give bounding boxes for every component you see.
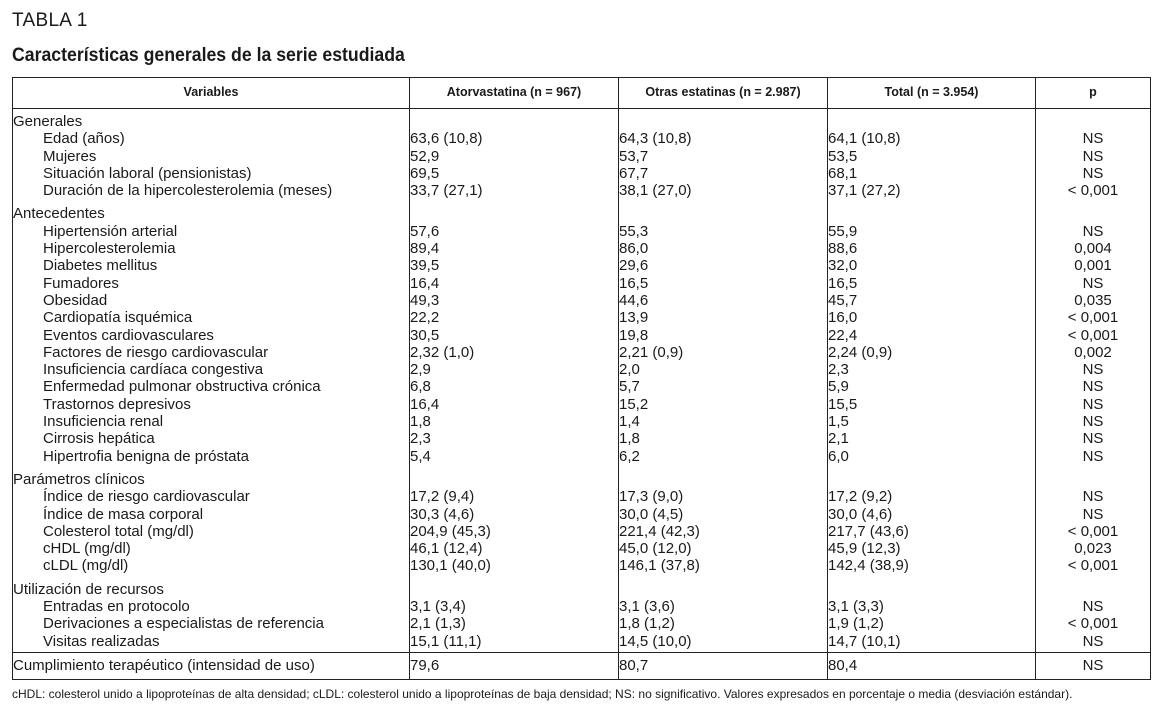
cell-otras-estatinas: 38,1 (27,0) — [619, 182, 828, 199]
row-label: Duración de la hipercolesterolemia (meses) — [13, 182, 410, 199]
section-header-row — [13, 109, 1151, 131]
cell-total: 2,1 — [828, 430, 1036, 447]
cell-p: NS — [1036, 506, 1151, 523]
section-header-row — [13, 575, 1151, 598]
row-label: Hipertrofia benigna de próstata — [13, 448, 410, 465]
cell-total: 2,3 — [828, 361, 1036, 378]
cell-otras-estatinas: 1,4 — [619, 413, 828, 430]
table-row — [13, 615, 1151, 632]
cell-p: NS — [1036, 598, 1151, 615]
row-label: Colesterol total (mg/dl) — [13, 523, 410, 540]
cell-otras-estatinas: 55,3 — [619, 223, 828, 240]
cell-atorvastatina: 2,9 — [410, 361, 619, 378]
cell-atorvastatina: 30,5 — [410, 327, 619, 344]
cell-total: 88,6 — [828, 240, 1036, 257]
table-row — [13, 430, 1151, 447]
row-label: Cardiopatía isquémica — [13, 309, 410, 326]
cell-otras-estatinas: 44,6 — [619, 292, 828, 309]
cell-total: 68,1 — [828, 165, 1036, 182]
row-label: Insuficiencia cardíaca congestiva — [13, 361, 410, 378]
table-title: Características generales de la serie estudiada — [12, 45, 405, 66]
table-row — [13, 292, 1151, 309]
table-row — [13, 223, 1151, 240]
cell-atorvastatina: 1,8 — [410, 413, 619, 430]
row-label: Hipertensión arterial — [13, 223, 410, 240]
cell-p: NS — [1036, 223, 1151, 240]
cell-atorvastatina: 30,3 (4,6) — [410, 506, 619, 523]
cell-total: 14,7 (10,1) — [828, 633, 1036, 653]
cell-atorvastatina: 63,6 (10,8) — [410, 130, 619, 147]
empty-cell — [1036, 465, 1151, 488]
cell-atorvastatina: 2,3 — [410, 430, 619, 447]
row-label: cLDL (mg/dl) — [13, 557, 410, 574]
cell-atorvastatina: 5,4 — [410, 448, 619, 465]
cell-p: 0,023 — [1036, 540, 1151, 557]
row-label: Trastornos depresivos — [13, 396, 410, 413]
cell-total: 217,7 (43,6) — [828, 523, 1036, 540]
cell-atorvastatina: 69,5 — [410, 165, 619, 182]
table-row — [13, 327, 1151, 344]
cell-total: 16,5 — [828, 275, 1036, 292]
row-label: Eventos cardiovasculares — [13, 327, 410, 344]
table-row — [13, 506, 1151, 523]
cell-p: 0,002 — [1036, 344, 1151, 361]
cell-atorvastatina: 15,1 (11,1) — [410, 633, 619, 653]
cell-p: NS — [1036, 130, 1151, 147]
cell-p: 0,001 — [1036, 257, 1151, 274]
cell-p: 0,004 — [1036, 240, 1151, 257]
cell-p: NS — [1036, 165, 1151, 182]
data-table — [12, 77, 1151, 680]
cell-otras-estatinas: 53,7 — [619, 148, 828, 165]
cell-p: NS — [1036, 378, 1151, 395]
cell-total: 37,1 (27,2) — [828, 182, 1036, 199]
empty-cell — [410, 465, 619, 488]
header-p: p — [1036, 78, 1151, 109]
cell-otras-estatinas: 67,7 — [619, 165, 828, 182]
cell-otras-estatinas: 45,0 (12,0) — [619, 540, 828, 557]
cell-atorvastatina: 57,6 — [410, 223, 619, 240]
cell-total: 15,5 — [828, 396, 1036, 413]
cell-otras-estatinas: 146,1 (37,8) — [619, 557, 828, 574]
cell-p: 0,035 — [1036, 292, 1151, 309]
cell-atorvastatina: 2,1 (1,3) — [410, 615, 619, 632]
cell-otras-estatinas: 1,8 — [619, 430, 828, 447]
cell-otras-estatinas: 19,8 — [619, 327, 828, 344]
section-title: Utilización de recursos — [13, 575, 410, 598]
table-row — [13, 130, 1151, 147]
header-atorvastatina: Atorvastatina (n = 967) — [410, 78, 619, 109]
header-variables: Variables — [13, 78, 410, 109]
cell-otras-estatinas: 64,3 (10,8) — [619, 130, 828, 147]
footnote: cHDL: colesterol unido a lipoproteínas de alta densidad; cLDL: colesterol unido a lipoproteínas de baja densidad; NS: no significativo. Valores expresados en porcentaje o media (desviación estándar). — [12, 687, 1073, 701]
cell-total: 22,4 — [828, 327, 1036, 344]
cell-atorvastatina: 17,2 (9,4) — [410, 488, 619, 505]
cell-atorvastatina: 130,1 (40,0) — [410, 557, 619, 574]
cell-otras-estatinas: 1,8 (1,2) — [619, 615, 828, 632]
cell-otras-estatinas: 80,7 — [619, 652, 828, 679]
row-label: Mujeres — [13, 148, 410, 165]
empty-cell — [619, 109, 828, 131]
cell-p: NS — [1036, 396, 1151, 413]
cell-p: < 0,001 — [1036, 523, 1151, 540]
row-label: Visitas realizadas — [13, 633, 410, 653]
empty-cell — [619, 465, 828, 488]
section-title: Generales — [13, 109, 410, 131]
cell-otras-estatinas: 221,4 (42,3) — [619, 523, 828, 540]
cell-p: NS — [1036, 361, 1151, 378]
table-row — [13, 165, 1151, 182]
empty-cell — [1036, 575, 1151, 598]
row-label: Obesidad — [13, 292, 410, 309]
cell-atorvastatina: 46,1 (12,4) — [410, 540, 619, 557]
cell-total: 2,24 (0,9) — [828, 344, 1036, 361]
cell-otras-estatinas: 3,1 (3,6) — [619, 598, 828, 615]
cell-p: NS — [1036, 430, 1151, 447]
cell-total: 1,9 (1,2) — [828, 615, 1036, 632]
cell-otras-estatinas: 16,5 — [619, 275, 828, 292]
cell-p: NS — [1036, 633, 1151, 653]
cell-atorvastatina: 2,32 (1,0) — [410, 344, 619, 361]
cell-otras-estatinas: 2,0 — [619, 361, 828, 378]
cell-p: < 0,001 — [1036, 615, 1151, 632]
cell-otras-estatinas: 15,2 — [619, 396, 828, 413]
cell-p: NS — [1036, 413, 1151, 430]
table-row — [13, 488, 1151, 505]
cell-total: 142,4 (38,9) — [828, 557, 1036, 574]
row-label: Hipercolesterolemia — [13, 240, 410, 257]
empty-cell — [828, 109, 1036, 131]
cell-atorvastatina: 79,6 — [410, 652, 619, 679]
cell-p: < 0,001 — [1036, 327, 1151, 344]
row-label: Entradas en protocolo — [13, 598, 410, 615]
table-label: TABLA 1 — [12, 10, 88, 31]
cell-otras-estatinas: 13,9 — [619, 309, 828, 326]
row-label: Diabetes mellitus — [13, 257, 410, 274]
cell-atorvastatina: 204,9 (45,3) — [410, 523, 619, 540]
row-label: Factores de riesgo cardiovascular — [13, 344, 410, 361]
row-label: Derivaciones a especialistas de referencia — [13, 615, 410, 632]
empty-cell — [828, 199, 1036, 222]
cell-atorvastatina: 89,4 — [410, 240, 619, 257]
row-label: cHDL (mg/dl) — [13, 540, 410, 557]
empty-cell — [410, 575, 619, 598]
table-row — [13, 633, 1151, 653]
cell-p: NS — [1036, 448, 1151, 465]
row-label: Cumplimiento terapéutico (intensidad de uso) — [13, 652, 410, 679]
cell-p: NS — [1036, 148, 1151, 165]
cell-total: 16,0 — [828, 309, 1036, 326]
cell-total: 1,5 — [828, 413, 1036, 430]
cell-atorvastatina: 6,8 — [410, 378, 619, 395]
cell-otras-estatinas: 29,6 — [619, 257, 828, 274]
cell-atorvastatina: 49,3 — [410, 292, 619, 309]
table-row — [13, 240, 1151, 257]
table-row — [13, 413, 1151, 430]
table-row — [13, 182, 1151, 199]
cell-atorvastatina: 33,7 (27,1) — [410, 182, 619, 199]
cell-otras-estatinas: 6,2 — [619, 448, 828, 465]
empty-cell — [619, 199, 828, 222]
cell-total: 53,5 — [828, 148, 1036, 165]
empty-cell — [828, 575, 1036, 598]
cell-total: 17,2 (9,2) — [828, 488, 1036, 505]
cell-total: 55,9 — [828, 223, 1036, 240]
cell-total: 6,0 — [828, 448, 1036, 465]
cell-otras-estatinas: 5,7 — [619, 378, 828, 395]
cell-p: < 0,001 — [1036, 557, 1151, 574]
table-row — [13, 378, 1151, 395]
cell-total: 45,7 — [828, 292, 1036, 309]
table-row — [13, 275, 1151, 292]
cell-atorvastatina: 39,5 — [410, 257, 619, 274]
cell-total: 5,9 — [828, 378, 1036, 395]
section-title: Parámetros clínicos — [13, 465, 410, 488]
row-label: Enfermedad pulmonar obstructiva crónica — [13, 378, 410, 395]
table-row — [13, 344, 1151, 361]
cell-total: 32,0 — [828, 257, 1036, 274]
empty-cell — [619, 575, 828, 598]
cell-otras-estatinas: 2,21 (0,9) — [619, 344, 828, 361]
cell-p: NS — [1036, 652, 1151, 679]
header-row — [13, 78, 1151, 109]
cell-atorvastatina: 3,1 (3,4) — [410, 598, 619, 615]
final-row — [13, 652, 1151, 679]
section-header-row — [13, 199, 1151, 222]
empty-cell — [410, 109, 619, 131]
table-row — [13, 557, 1151, 574]
empty-cell — [1036, 109, 1151, 131]
cell-atorvastatina: 52,9 — [410, 148, 619, 165]
table-row — [13, 523, 1151, 540]
cell-atorvastatina: 22,2 — [410, 309, 619, 326]
row-label: Cirrosis hepática — [13, 430, 410, 447]
cell-atorvastatina: 16,4 — [410, 275, 619, 292]
row-label: Situación laboral (pensionistas) — [13, 165, 410, 182]
cell-total: 45,9 (12,3) — [828, 540, 1036, 557]
table-row — [13, 361, 1151, 378]
table-row — [13, 396, 1151, 413]
table-row — [13, 540, 1151, 557]
empty-cell — [410, 199, 619, 222]
table-row — [13, 309, 1151, 326]
row-label: Fumadores — [13, 275, 410, 292]
header-otras-estatinas: Otras estatinas (n = 2.987) — [619, 78, 828, 109]
table-row — [13, 598, 1151, 615]
cell-p: < 0,001 — [1036, 309, 1151, 326]
row-label: Índice de masa corporal — [13, 506, 410, 523]
empty-cell — [1036, 199, 1151, 222]
row-label: Edad (años) — [13, 130, 410, 147]
cell-atorvastatina: 16,4 — [410, 396, 619, 413]
cell-otras-estatinas: 86,0 — [619, 240, 828, 257]
cell-total: 3,1 (3,3) — [828, 598, 1036, 615]
table-body — [13, 109, 1151, 680]
table-row — [13, 257, 1151, 274]
cell-p: NS — [1036, 488, 1151, 505]
empty-cell — [828, 465, 1036, 488]
table-row — [13, 448, 1151, 465]
cell-p: < 0,001 — [1036, 182, 1151, 199]
section-header-row — [13, 465, 1151, 488]
cell-otras-estatinas: 14,5 (10,0) — [619, 633, 828, 653]
section-title: Antecedentes — [13, 199, 410, 222]
cell-total: 80,4 — [828, 652, 1036, 679]
cell-p: NS — [1036, 275, 1151, 292]
cell-total: 64,1 (10,8) — [828, 130, 1036, 147]
row-label: Índice de riesgo cardiovascular — [13, 488, 410, 505]
table-row — [13, 148, 1151, 165]
cell-otras-estatinas: 30,0 (4,5) — [619, 506, 828, 523]
cell-otras-estatinas: 17,3 (9,0) — [619, 488, 828, 505]
header-total: Total (n = 3.954) — [828, 78, 1036, 109]
cell-total: 30,0 (4,6) — [828, 506, 1036, 523]
row-label: Insuficiencia renal — [13, 413, 410, 430]
